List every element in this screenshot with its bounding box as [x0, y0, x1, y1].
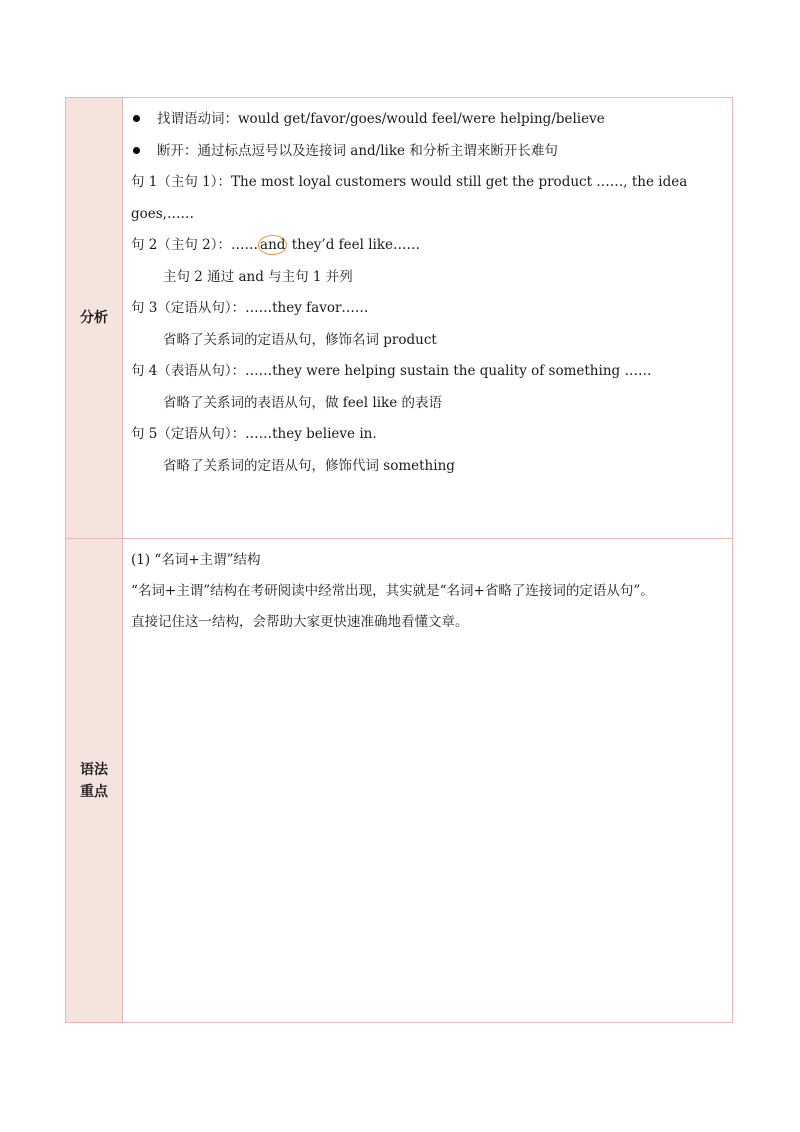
grammar-paragraph-2: 直接记住这一结构，会帮助大家更快速准确地看懂文章。 [131, 614, 469, 630]
sentence-2-suffix: they’d feel like…… [287, 237, 421, 253]
bullet-text: 断开：通过标点逗号以及连接词 and/like 和分析主谓来断开长难句 [157, 142, 558, 159]
grammar-label-line2: 重点 [80, 783, 108, 800]
sentence-5: 句 5（定语从句）：……they believe in. [131, 426, 377, 442]
sentence-2 [131, 230, 724, 262]
sentence-3: 句 3（定语从句）：……they favor…… [131, 300, 369, 316]
bullet-icon [133, 115, 140, 122]
bullet-item [131, 136, 724, 168]
grammar-label-line1: 语法 [80, 761, 108, 778]
sentence-4: 句 4（表语从句）：……they were helping sustain the quality of something …… [131, 363, 652, 379]
grammar-heading: (1) “名词+主谓”结构 [131, 552, 261, 568]
bullet-icon [133, 147, 140, 154]
analysis-label: 分析 [80, 310, 108, 326]
sentence-5-note: 省略了关系词的定语从句，修饰代词 something [163, 457, 455, 474]
grammar-row [66, 538, 732, 1022]
analysis-label-cell [66, 98, 123, 538]
grammar-content [123, 539, 732, 1022]
circled-conjunction: and [260, 237, 286, 253]
analysis-content [123, 98, 732, 538]
sentence-2-note: 主句 2 通过 and 与主句 1 并列 [163, 268, 353, 285]
bullet-text: 找谓语动词：would get/favor/goes/would feel/were helping/believe [157, 111, 605, 127]
analysis-table [65, 97, 733, 1023]
analysis-row [66, 98, 732, 538]
sentence-4-note: 省略了关系词的表语从句，做 feel like 的表语 [163, 394, 442, 411]
sentence-3-note: 省略了关系词的定语从句，修饰名词 product [163, 331, 437, 348]
grammar-label-cell [66, 539, 123, 1022]
grammar-paragraph-1: “名词+主谓”结构在考研阅读中经常出现，其实就是“名词+省略了连接词的定语从句”。 [131, 583, 654, 599]
sentence-2-prefix: 句 2（主句 2）：…… [131, 237, 259, 253]
sentence-1: 句 1（主句 1）：The most loyal customers would still get the product ……, the idea goes,…… [131, 174, 688, 222]
bullet-item [131, 104, 724, 136]
